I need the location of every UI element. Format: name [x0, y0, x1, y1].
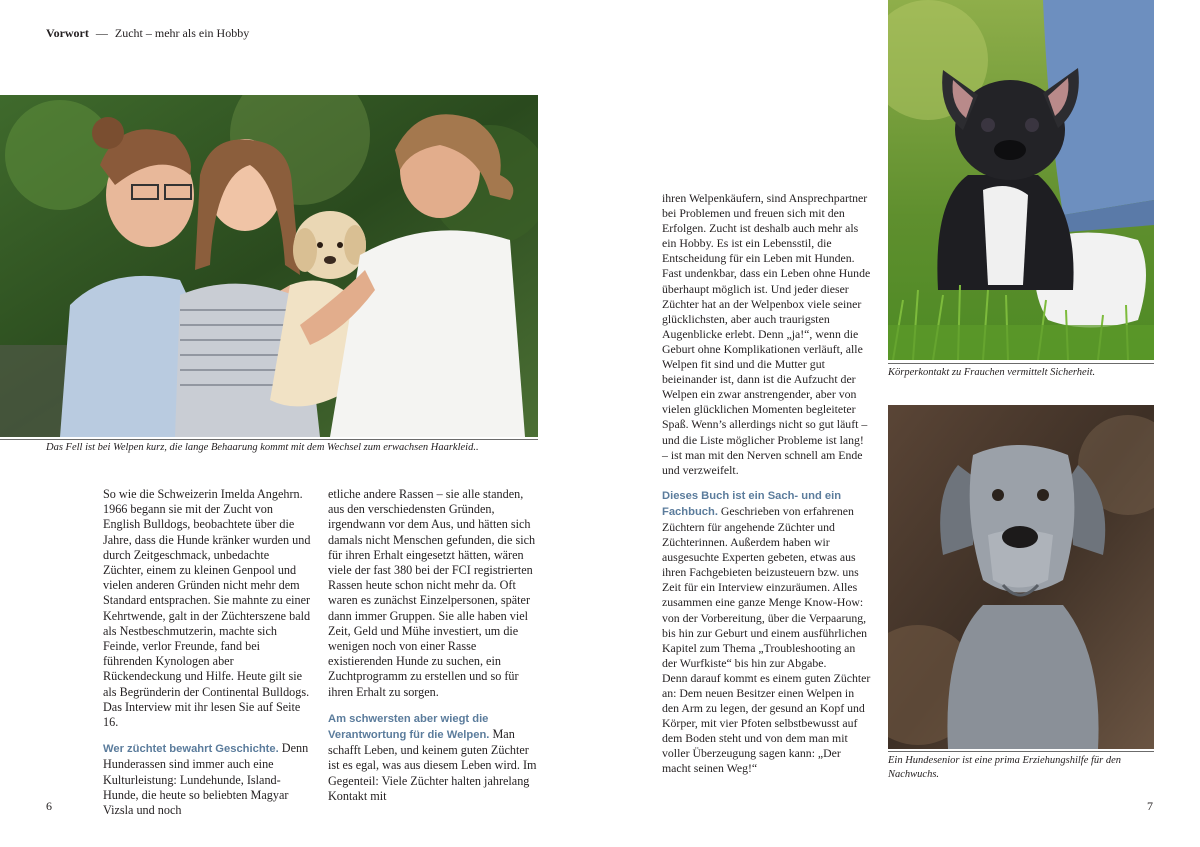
page-number-right: 7 [1147, 799, 1153, 813]
paragraph [103, 741, 312, 818]
paragraph: So wie die Schweizerin Imelda Angehrn. 1966 begann sie mit der Zucht von English Bulldogs, beobachtete über die Jahre, dass die Hunde kränker wurden und durch Zeitgeschmack, unbedachte Züchter, einem zu kleinen Genpool und vielen anderen Gründen nicht mehr dem Standard entsprachen. Sie mahnte zu einer Kehrtwende, galt in der Züchterszene bald als Nestbeschmutzerin, machte sich Feinde, verlor Freunde, fand bei führenden Kynologen aber Rückendeckung und Hilfe. Heute gilt sie als Begründerin der Continental Bulldogs. Das Interview mit ihr lesen Sie auf Seite 16. [103, 487, 311, 730]
running-head-title: Zucht – mehr als ein Hobby [114, 26, 250, 40]
paragraph: Denn darauf kommt es einem guten Züchter an: Dem neuen Besitzer einen Welpen in den Arm zu legen, der gesund an Kopf und Körper, mit vier Pfoten selbstbewusst auf dem Boden steht und von dem man mit voller Überzeugung sagen kann: „Der macht seinen Weg!“ [662, 670, 871, 776]
paragraph-lead: Am schwersten aber wiegt die Verantwortung für die Welpen. [328, 712, 490, 742]
running-head-separator: — [95, 26, 108, 40]
caption-rule-left [0, 439, 538, 440]
paragraph-lead: Dieses Buch ist ein Sach- und ein Fachbuch. [662, 489, 842, 518]
caption-rule-right-bottom [888, 751, 1154, 752]
page-number-left: 6 [46, 799, 52, 813]
photo-people-with-puppy [0, 95, 538, 437]
paragraph-text: Man schafft Leben, und keinem guten Züchter ist es egal, was aus diesem Leben wird. Im Gegenteil: Viele Züchter halten jahrelang Kontakt mit [328, 727, 537, 803]
text-column-2 [328, 487, 538, 804]
paragraph [662, 488, 872, 671]
photo-bulldog-puppy [888, 0, 1154, 360]
paragraph-text: Denn Hunderassen sind immer auch eine Kulturleistung: Lundehunde, Island-Hunde, die heute so beliebten Magyar Vizsla und noch [103, 741, 309, 818]
paragraph: ihren Welpenkäufern, sind Ansprechpartner bei Problemen und freuen sich mit den Erfolgen. Zucht ist deshalb auch mehr als ein Hobby. Es ist ein Lebensstil, die Entscheidung für ein Leben mit Hunden. Fast undenkbar, dass ein Leben ohne Hunde überhaupt möglich ist. Und jeder dieser Züchter hat an der Welpenbox viele seiner glücklichsten, aber auch traurigsten Augenblicke erlebt. Denn „ja!“, wenn die Geburt ohne Komplikationen verläuft, alle Welpen fit sind und die Mutter gut beieinander ist, dann ist die Aufzucht der Welpen ein zwar anstrengender, aber von vielen glücklichen Momenten begleiteter Spaß. Wenn’s allerdings nicht so gut läuft – und die Liste möglicher Probleme ist lang! – ist man mit den Nerven schnell am Ende und verzweifelt. [662, 191, 871, 477]
running-head-section: Vorwort [46, 26, 89, 40]
caption-rule-right-top [888, 363, 1154, 364]
photo-senior-dog [888, 405, 1154, 749]
text-column-3 [662, 191, 872, 777]
paragraph-text: Geschrieben von erfahrenen Züchtern für angehende Züchter und Züchterinnen. Außerdem haben wir ausgesuchte Experten gebeten, etwas aus ihren Fachgebieten beizusteuern bzw. uns Zeit für ein Interview einzuräumen. Alles zusammen eine ganze Menge Know-How: von der Vorbereitung, über die Verpaarung, bis hin zur Geburt und einem ausführlichen Kapitel zum Thema „Troubleshooting an der Wurfkiste“ bis hin zur Abgabe. [662, 503, 868, 670]
caption-people-with-puppy: Das Fell ist bei Welpen kurz, die lange Behaarung kommt mit dem Wechsel zum erwachsen Haarkleid.. [46, 442, 479, 453]
paragraph [328, 711, 538, 804]
running-head [46, 26, 249, 41]
paragraph-lead: Wer züchtet bewahrt Geschichte. [103, 743, 279, 756]
caption-bulldog-puppy: Körperkontakt zu Frauchen vermittelt Sicherheit. [888, 367, 1096, 378]
text-column-1 [103, 487, 312, 818]
paragraph: etliche andere Rassen – sie alle standen, aus den verschiedensten Gründen, irgendwann vor dem Aus, und hätten sich damals nicht Menschen gefunden, die sich für ihren Erhalt eingesetzt hätten, wären viele der fast 380 bei der FCI registrierten Rassen heute schon nicht mehr da. Oft waren es zunächst Einzelpersonen, später dann immer Gruppen. Sie alle haben viel Zeit, Geld und Mühe investiert, um die wenigen noch von einer Rasse existierenden Hunde zu suchen, ein Zuchtprogramm zu erstellen und so für ihren Erhalt zu sorgen. [328, 487, 536, 699]
caption-senior-dog: Ein Hundesenior ist eine prima Erziehungshilfe für den Nachwuchs. [888, 755, 1122, 780]
